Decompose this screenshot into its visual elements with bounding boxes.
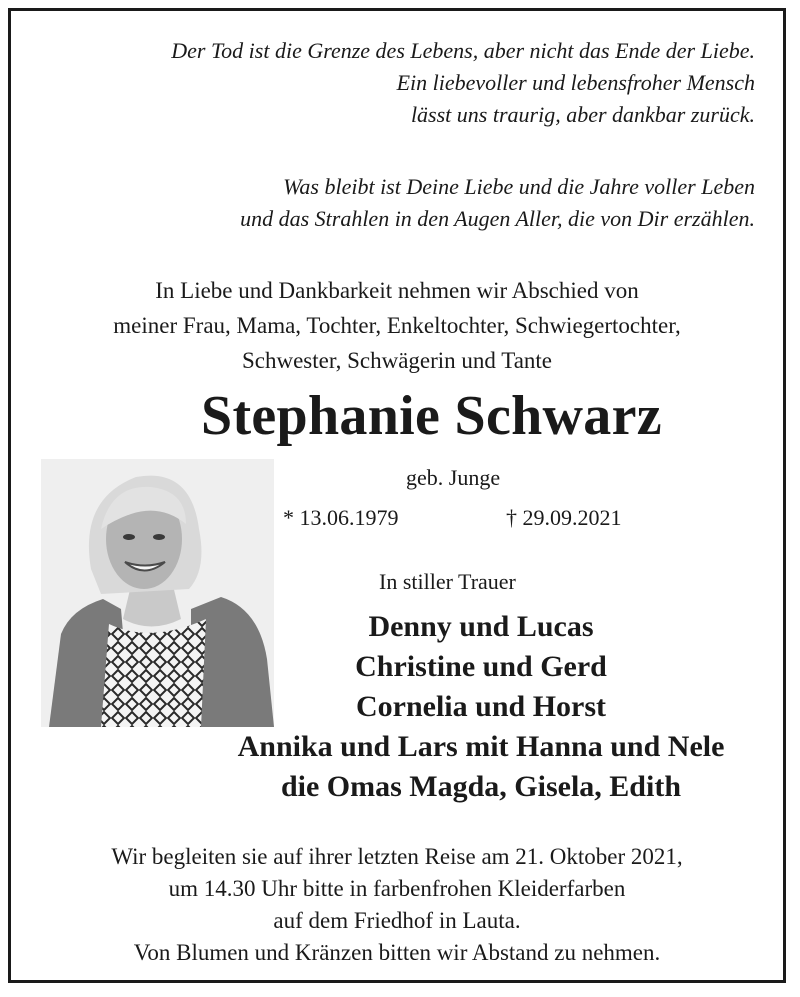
obituary-notice <box>8 8 786 983</box>
quote-line: Der Tod ist die Grenze des Lebens, aber nicht das Ende der Liebe. <box>171 38 755 63</box>
farewell-intro <box>11 273 783 378</box>
mourning-label: In stiller Trauer <box>379 569 516 594</box>
mourner-line: Cornelia und Horst <box>355 690 607 723</box>
mourner-line: Denny und Lucas <box>368 610 594 643</box>
death-date: † 29.09.2021 <box>506 505 622 530</box>
intro-line: In Liebe und Dankbarkeit nehmen wir Abschied von <box>155 278 639 303</box>
mourners-list <box>167 607 795 807</box>
service-line: Wir begleiten sie auf ihrer letzten Reise am 21. Oktober 2021, <box>111 844 683 869</box>
quote-line: und das Strahlen in den Augen Aller, die von Dir erzählen. <box>240 206 755 231</box>
mourner-line: Annika und Lars mit Hanna und Nele <box>237 730 725 763</box>
service-line: Von Blumen und Kränzen bitten wir Abstand zu nehmen. <box>133 940 661 965</box>
quote-line: lässt uns traurig, aber dankbar zurück. <box>410 102 755 127</box>
opening-quote <box>171 35 755 131</box>
maiden-name: geb. Junge <box>406 465 501 490</box>
mourner-line: die Omas Magda, Gisela, Edith <box>280 770 682 803</box>
quote-line: Ein liebevoller und lebensfroher Mensch <box>396 70 755 95</box>
intro-line: meiner Frau, Mama, Tochter, Enkeltochter, Schwiegertochter, <box>113 313 681 338</box>
second-quote <box>240 171 755 235</box>
quote-line: Was bleibt ist Deine Liebe und die Jahre voller Leben <box>283 174 755 199</box>
service-line: auf dem Friedhof in Lauta. <box>273 908 521 933</box>
birth-date: * 13.06.1979 <box>283 505 399 530</box>
intro-line: Schwester, Schwägerin und Tante <box>241 348 553 373</box>
deceased-name: Stephanie Schwarz <box>201 385 662 447</box>
service-line: um 14.30 Uhr bitte in farbenfrohen Kleiderfarben <box>168 876 626 901</box>
funeral-details <box>11 841 783 969</box>
mourner-line: Christine und Gerd <box>355 650 607 683</box>
